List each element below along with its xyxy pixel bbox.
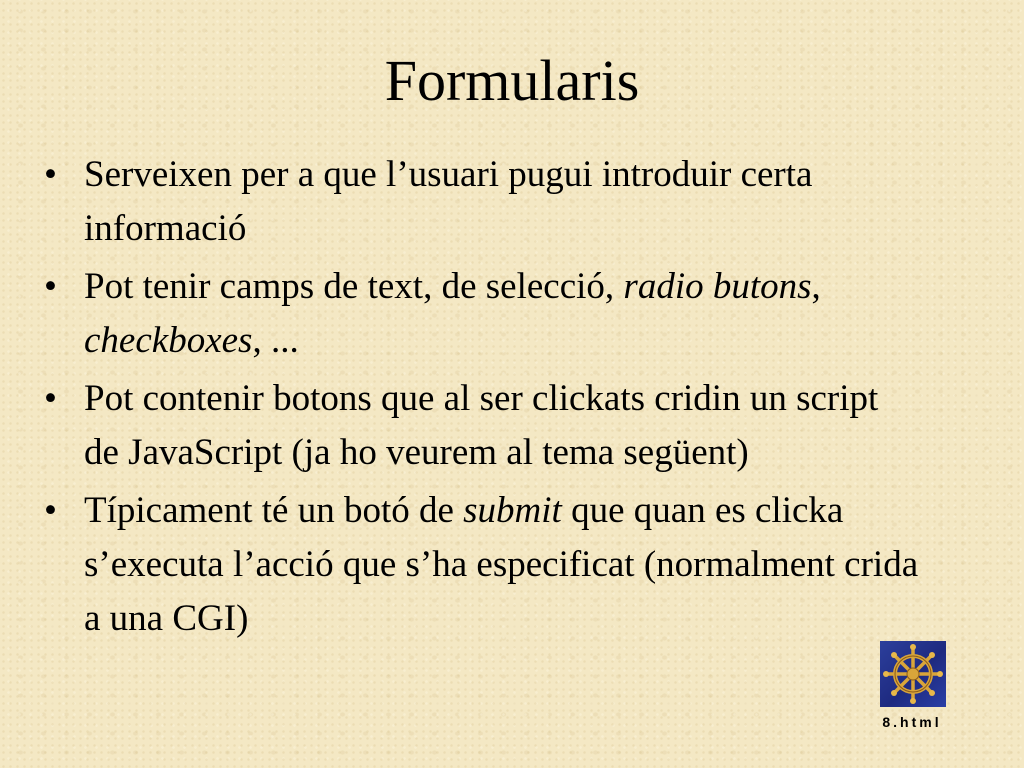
bullet-text: Serveixen per a que l’usuari pugui introduir certa informació (84, 154, 813, 249)
bullet-item (40, 260, 920, 368)
bullet-text-italic: submit (463, 490, 562, 531)
bullet-text: , (811, 266, 821, 307)
bullet-text-italic: radio butons (623, 266, 812, 307)
bullet-text: , ... (252, 320, 299, 361)
bullet-marker: • (44, 378, 57, 419)
bullet-marker: • (44, 266, 57, 307)
bullet-item (40, 484, 920, 646)
logo-caption: 8.html (882, 714, 942, 730)
bullet-marker: • (44, 490, 57, 531)
slide-title: Formularis (384, 48, 640, 113)
bullet-text: Típicament té un botó de (84, 490, 464, 531)
bullet-item (40, 372, 920, 480)
bullet-text-italic: checkboxes (84, 320, 253, 361)
bullet-list (40, 148, 920, 650)
ship-wheel-icon (880, 641, 946, 707)
bullet-marker: • (44, 154, 57, 195)
bullet-item (40, 148, 920, 256)
bullet-text: Pot tenir camps de text, de selecció, (84, 266, 624, 307)
bullet-text: que quan es clicka s’executa l’acció que s’ha especificat (normalment crida a una CGI) (84, 490, 919, 639)
bullet-text: Pot contenir botons que al ser clickats cridin un script de JavaScript (ja ho veurem al tema següent) (84, 378, 879, 473)
